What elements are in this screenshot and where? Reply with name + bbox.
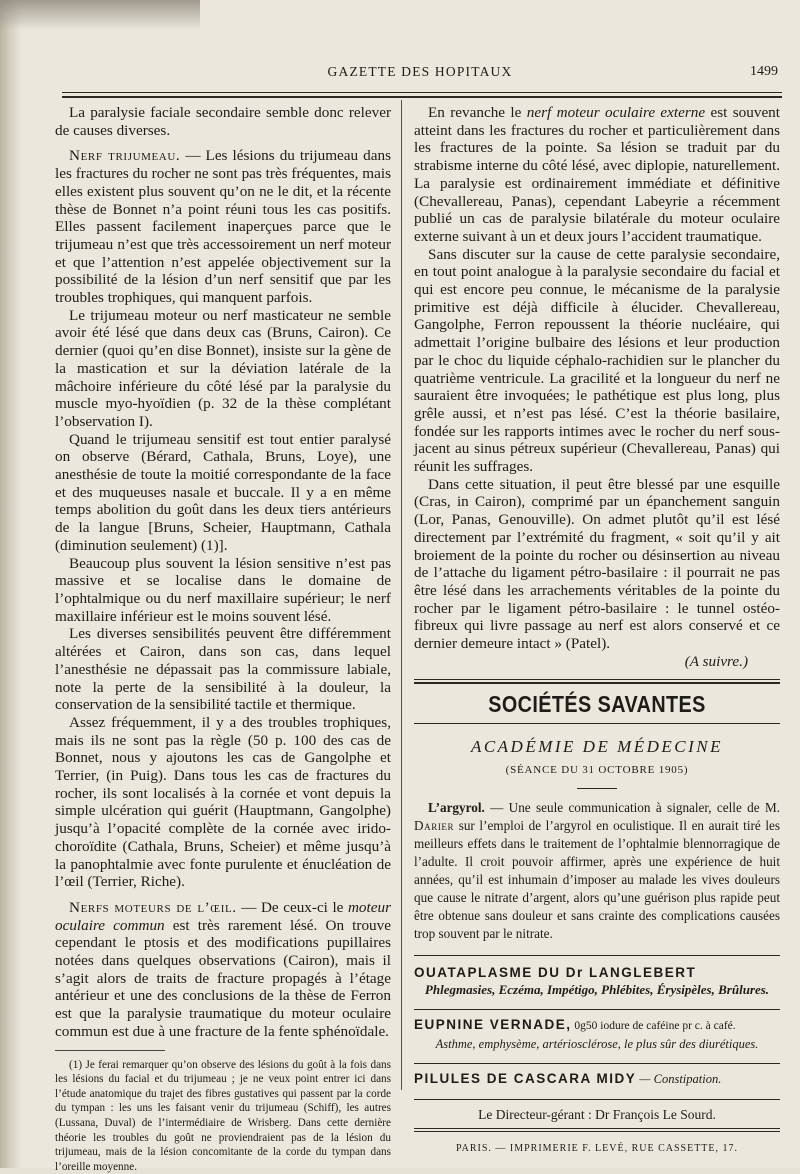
paragraph-text: est très rarement lésé. On trouve cependant le ptosis et des modifications pupillaires notées dans quelques observations (Cairon), mais il s’agit alors de traits de fracture propagés à l’étage antérieur et une des conclusions de la thèse de Ferron est que la paralysie traumatique du moteur oculaire commun est due à une fracture de la fente sphénoïdale. <box>55 916 391 1040</box>
section-heading: Nerf trijumeau. <box>69 147 181 165</box>
paragraph: Sans discuter sur la cause de cette paralysie secondaire, en tout point analogue à la paralysie secondaire du facial et qui est encore peu connue, le mécanisme de la paralysie primitive est déjà difficile à élucider. Chevallereau, Gangolphe, Ferron repoussent la théorie nucléaire, qui admettait l’origine bulbaire des lésions et leur production par le choc du liquide céphalo-rachidien sur le plancher du quatrième ventricule. La gracilité et la longueur du nerf ne sauraient être invoquées; le pathétique est plus long, plus grêle aussi, et n’est pas lésé. C’est la théorie basilaire, fondée sur les rapports intimes avec le rocher du nerf sous-jacent au sinus pétreux supérieur (Chevallereau, Panas) qui réunit les suffrages. <box>414 245 780 476</box>
paragraph: Dans cette situation, il peut être blessé par une esquille (Cras, in Cairon), comprimé par un épanchement sanguin (Lor, Panas, Genouville). On admet plutôt qu’il est lésé directement par l’extrémité du fragment, « soit qu’il y ait broiement de la pointe du rocher ou désinsertion au niveau de l’attache du ligament pétro-basilaire : il pourrait ne pas être lésé dans les arrachements véritables de la pointe du rocher par le ligament pétro-basilaire : le tunnel ostéo-fibreux qui livre passage au nerf est alors conservé et ce dernier demeure intact » (Patel). <box>414 475 780 653</box>
section-rule <box>414 723 780 724</box>
section-title: SOCIÉTÉS SAVANTES <box>488 690 706 717</box>
ad-rule <box>414 1099 780 1100</box>
advertisement-eupnine <box>414 1016 780 1053</box>
paragraph-text: — De ceux-ci le <box>236 898 348 916</box>
paragraph <box>55 147 391 306</box>
ad-rule <box>414 1128 780 1129</box>
right-column <box>414 104 780 1158</box>
printer-line: PARIS. — IMPRIMERIE F. LEVÉ, RUE CASSETTE, 17. <box>455 1142 739 1154</box>
argyrol-report <box>414 799 780 943</box>
running-header <box>62 64 778 88</box>
page-number: 1499 <box>750 64 778 79</box>
ad-rule <box>414 955 780 956</box>
academy-title: ACADÉMIE DE MÉDECINE <box>470 737 724 757</box>
paragraph <box>414 104 780 246</box>
section-rule-thick <box>414 682 780 684</box>
ad-title: PILULES DE CASCARA MIDY <box>414 1071 637 1087</box>
short-rule <box>577 788 617 789</box>
section-heading: Nerfs moteurs de l’œil. <box>69 898 237 916</box>
paragraph-text: est souvent atteint dans les fractures du rocher et particulièrement dans les fractures de la pointe. Sa lésion se traduit par du strabisme interne du côté lésé, avec diplopie, naturellement. La paralysie est ordinairement immédiate et définitive (Chevallereau, Panas), cependant Labeyrie a récemment publié un cas de paralysie bilatérale du moteur oculaire externe suivant à un et deux jours l’accident traumatique. <box>414 104 780 245</box>
column-divider <box>401 100 402 1090</box>
ad-subtitle: Phlegmasies, Eczéma, Impétigo, Phlébites, Érysipèles, Brûlures. <box>424 982 770 998</box>
paragraph-text: En revanche le <box>428 104 527 121</box>
header-rule <box>62 92 782 93</box>
emphasis-text: nerf moteur oculaire externe <box>526 104 706 121</box>
ad-title: EUPNINE VERNADE, <box>414 1017 572 1033</box>
paragraph: Beaucoup plus souvent la lésion sensitive n’est pas massive et se localise dans le domaine de l’ophtalmique ou du nerf maxillaire supérieur; le nerf maxillaire inférieur est le moins souvent lésé. <box>55 554 391 625</box>
paragraph <box>55 899 391 1041</box>
advertisement-ouataplasme <box>414 964 780 999</box>
advertisement-cascara <box>414 1070 780 1089</box>
author-name: Darier <box>414 817 455 833</box>
session-date: (SÉANCE DU 31 OCTOBRE 1905) <box>505 763 689 776</box>
director-line: Le Directeur-gérant : Dr François Le Sourd. <box>478 1107 716 1123</box>
page-edge-shadow <box>0 0 22 1168</box>
paragraph-text: — Les lésions du trijumeau dans les fractures du rocher ne sont pas très fréquentes, mais elles existent plus souvent qu’on ne le dit, et la récente thèse de Bonnet n’a point réuni tous les cas positifs. Elles passent facilement inaperçues parce que le trijumeau n’est que très accessoirement un nerf moteur et que l’attention n’est appelée objectivement sur la possibilité de la lésion d’un nerf sensitif que par les troubles trophiques, qui manquent parfois. <box>55 147 391 307</box>
ad-rule <box>414 1063 780 1064</box>
ad-title: OUATAPLASME DU Dr LANGLEBERT <box>414 964 697 980</box>
report-heading: L’argyrol. <box>428 799 485 815</box>
page-corner-shadow <box>0 0 200 30</box>
paragraph-text: sur l’emploi de l’argyrol en oculistique. Il en aurait tiré les meilleurs effets dans le traitement de l’ophtalmie blennorragique de l’adulte. Il croit pouvoir affirmer, après une expérience de huit années, qu’il est inhumain d’imposer au malade les vives douleurs que cause le nitrate d’argent, alors qu’une guérison plus rapide peut être obtenue sans douleur et sans crainte des complications causées trop souvent par le nitrate. <box>414 817 780 941</box>
left-column <box>55 104 391 1174</box>
paragraph: Les diverses sensibilités peuvent être différemment altérées et Cairon, dans son cas, dans lequel l’anesthésie ne dépassait pas la commissure labiale, note la perte de la sensibilité à la douleur, la conservation de la sensibilité tactile et thermique. <box>55 625 391 714</box>
paragraph: Le trijumeau moteur ou nerf masticateur ne semble avoir été lésé que dans deux cas (Bruns, Cairon). Ce dernier (quoi qu’en dise Bonnet), insiste sur la gène de la mastication et sur la déviation latérale de la mâchoire inférieure du côté lésé par la paralysie du muscle myo-hyoïdien (p. 32 de la thèse complétant l’observation I). <box>55 306 391 430</box>
paragraph <box>414 799 780 943</box>
ad-rule <box>414 1131 780 1132</box>
ad-detail: 0g50 iodure de caféine pr c. à café. <box>571 1020 736 1033</box>
journal-title: GAZETTE DES HOPITAUX <box>327 64 513 79</box>
paragraph: Assez fréquemment, il y a des troubles trophiques, mais ils ne sont pas la règle (50 p. 100 des cas de Bonnet, nous y ajoutons les cas de Gangolphe et Terrier, (in Puig). Dans tous les cas de fractures du rocher, ils sont localisés à la cornée et vont depuis la simple ulcération qui guérit (Hauptmann, Gangolphe) jusqu’à l’opacité complète de la cornée avec irido-choroïdite (Cathala, Bruns, Scheier) et même jusqu’à la panophtalmie avec fonte purulente et énucléation de l’œil (Terrier, Riche). <box>55 713 391 891</box>
paragraph: La paralysie faciale secondaire semble donc relever de causes diverses. <box>55 104 391 139</box>
ad-rule <box>414 1009 780 1010</box>
footnote-rule <box>55 1050 165 1051</box>
emphasis-text: moteur oculaire commun <box>55 898 391 934</box>
ad-subtitle: Asthme, emphysème, artériosclérose, le plus sûr des diurétiques. <box>435 1036 759 1051</box>
ad-detail: — Constipation. <box>636 1072 722 1087</box>
header-rule-thick <box>62 96 782 98</box>
paragraph-text: — Une seule communication à signaler, celle de M. <box>484 799 780 815</box>
paragraph: Quand le trijumeau sensitif est tout entier paralysé on observe (Bérard, Cathala, Bruns, Loye), une anesthésie de toute la moitié correspondante de la face et des muqueuses nasale et buccale. Il y a en même temps abolition du goût dans les deux tiers antérieurs de la langue [Bruns, Scheier, Hauptmann, Cathala (diminution seulement) (1)]. <box>55 430 391 554</box>
footnote: (1) Je ferai remarquer qu’on observe des lésions du goût à la fois dans les lésions du facial et du trijumeau ; je ne veux point entrer ici dans l’étude anatomique du trajet des fibres gustatives qui passent par la corde du tympan : les uns les faisant venir du trijumeau (Schiff), les autres (Lussana, Duval) de l’intermédiaire de Wrisberg. Dans cette dernière théorie les troubles du goût ne proviendraient pas de la lésion du trijumeau, mais de la lésion concomitante de la corde du tympan dans l’oreille moyenne. <box>55 1058 391 1173</box>
section-rule <box>414 679 780 680</box>
to-be-continued: (A suivre.) <box>684 652 748 670</box>
